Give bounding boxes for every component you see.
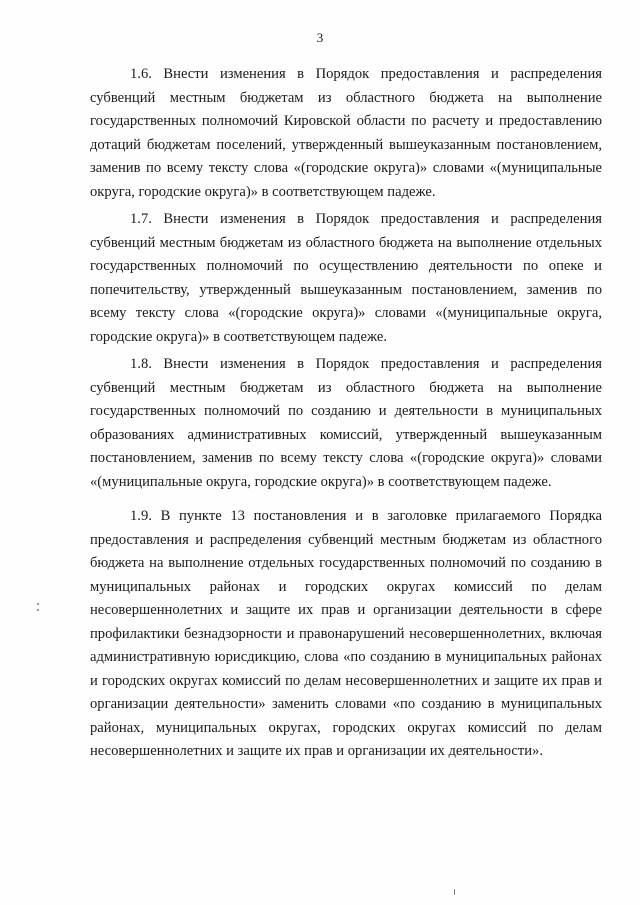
page-number: 3: [316, 30, 324, 45]
document-body: [90, 63, 602, 764]
scan-speck: [37, 603, 39, 605]
scan-speck: [37, 609, 39, 611]
paragraph-1-8: 1.8. Внести изменения в Порядок предоставления и распределения субвенций местным бюджетам из областного бюджета на выполнение государственных полномочий по созданию и деятельности в муниципальных образованиях административных комиссий, утвержденный вышеуказанным постановлением, заменив по всему тексту слова «(городские округа)» словами «(муниципальные округа, городские округа)» в соответствующем падеже.: [90, 356, 602, 490]
paragraph-1-9: 1.9. В пункте 13 постановления и в заголовке прилагаемого Порядка предоставления и распределения субвенций местным бюджетам из областного бюджета на выполнение отдельных государственных полномочий по созданию в муниципальных районах и городских округах комиссий по делам несовершеннолетних и защите их прав и организации деятельности в сфере профилактики безнадзорности и правонарушений несовершеннолетних, включая административную юрисдикцию, слова «по созданию в муниципальных районах и городских округах комиссий по делам несовершеннолетних и защите их прав и организации деятельности» заменить словами «по созданию в муниципальных районах, муниципальных округах, городских округах комиссий по делам несовершеннолетних и защите их прав и организации их деятельности».: [90, 508, 602, 759]
scan-speck: [454, 889, 455, 895]
paragraph-1-7: 1.7. Внести изменения в Порядок предоставления и распределения субвенций местным бюджетам из областного бюджета на выполнение отдельных государственных полномочий по осуществлению деятельности по опеке и попечительству, утвержденный вышеуказанным постановлением, заменив по всему тексту слова «(городские округа)» словами «(муниципальные округа, городские округа)» в соответствующем падеже.: [90, 211, 602, 345]
paragraph-1-6: 1.6. Внести изменения в Порядок предоставления и распределения субвенций местным бюджетам из областного бюджета на выполнение государственных полномочий Кировской области по расчету и предоставлению дотаций бюджетам поселений, утвержденный вышеуказанным постановлением, заменив по всему тексту слова «(городские округа)» словами «(муниципальные округа, городские округа)» в соответствующем падеже.: [90, 66, 602, 200]
